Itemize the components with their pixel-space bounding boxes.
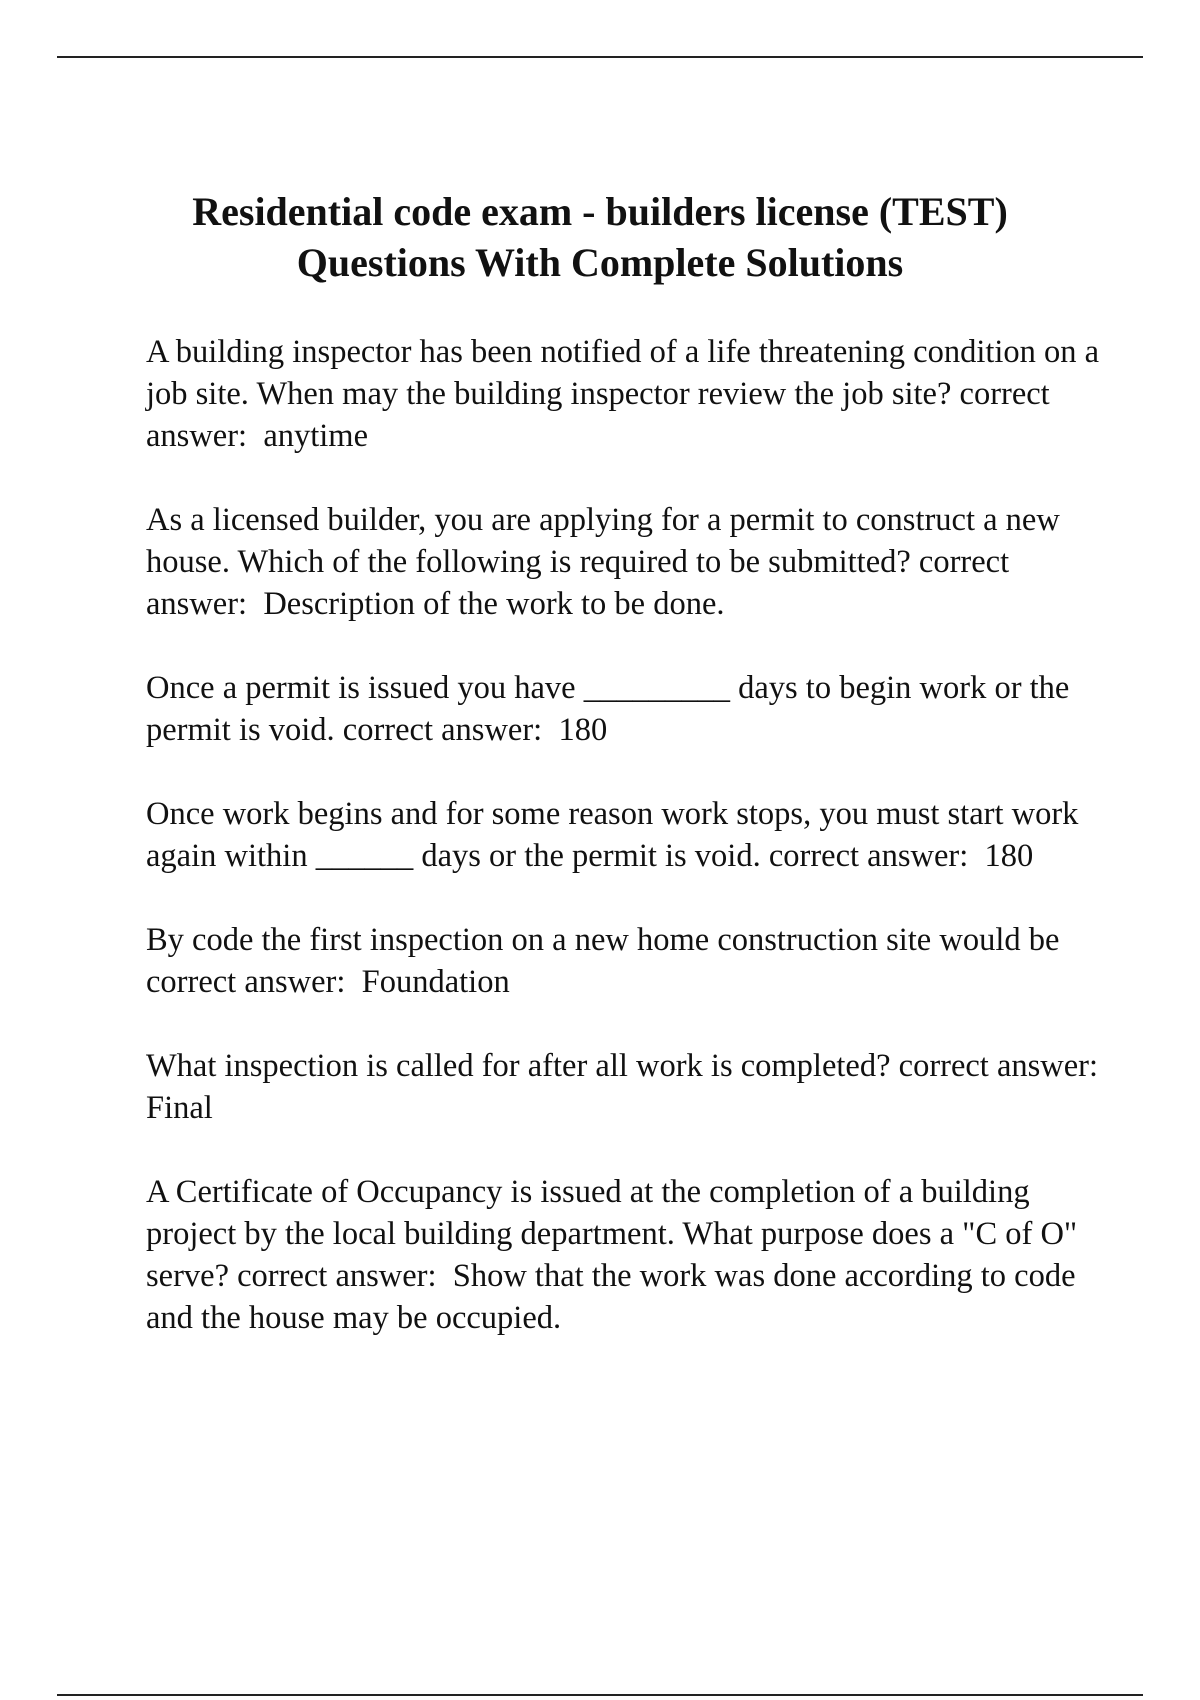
page-title [100, 186, 1100, 288]
question-item-6: What inspection is called for after all work is completed? correct answer: Final [146, 1048, 1115, 1126]
bottom-rule [57, 1694, 1143, 1696]
question-item-5: By code the first inspection on a new home construction site would be correct answer: Foundation [146, 922, 1068, 1000]
top-rule [57, 56, 1143, 58]
question-item-3: Once a permit is issued you have _________ days to begin work or the permit is void. correct answer: 180 [146, 670, 1078, 748]
title-line-1: Residential code exam - builders license (TEST) [192, 189, 1008, 234]
question-item-2: As a licensed builder, you are applying for a permit to construct a new house. Which of the following is required to be submitted? correct answer: Description of the work to be done. [146, 502, 1068, 622]
question-item-4: Once work begins and for some reason work stops, you must start work again within ______ days or the permit is void. correct answer: 180 [146, 796, 1087, 874]
question-item-1: A building inspector has been notified of a life threatening condition on a job site. When may the building inspector review the job site? correct answer: anytime [146, 334, 1108, 454]
question-item-7: A Certificate of Occupancy is issued at the completion of a building project by the local building department. What purpose does a "C of O" serve? correct answer: Show that the work was done according to code and the house may be occupied. [146, 1174, 1086, 1336]
title-line-2: Questions With Complete Solutions [296, 240, 904, 285]
question-list [146, 331, 1115, 1381]
